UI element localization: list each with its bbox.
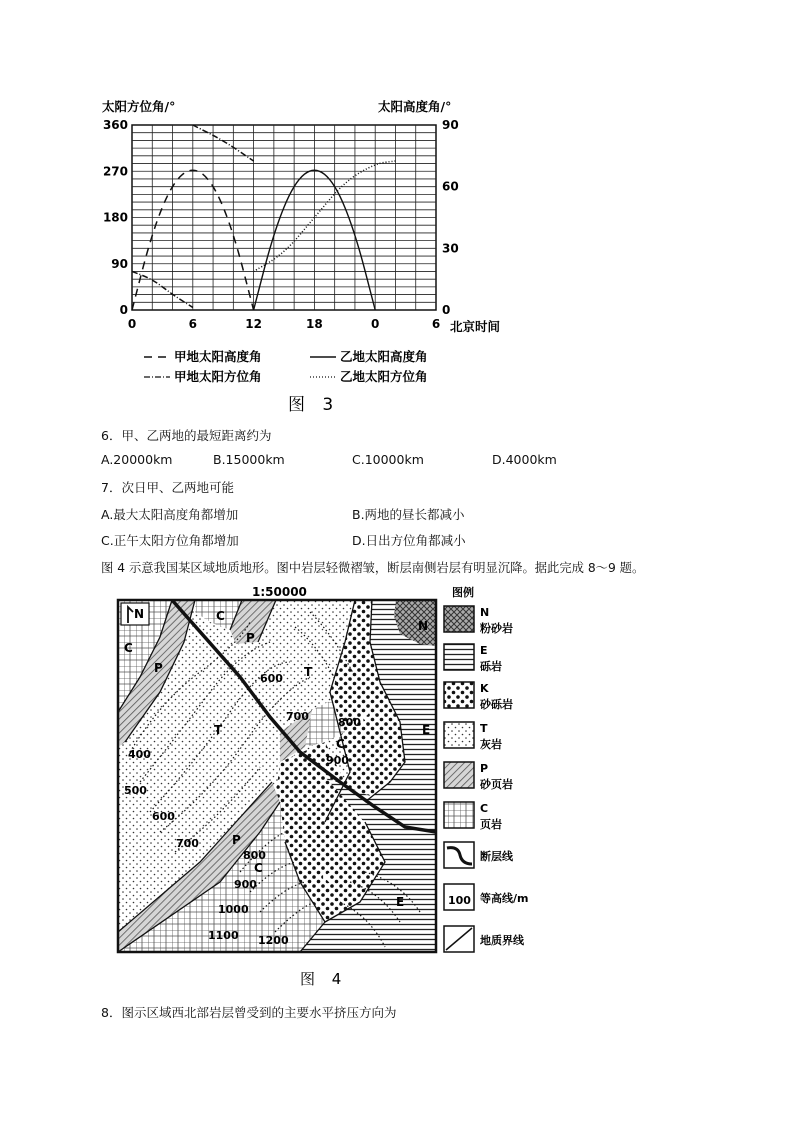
legend-p-name: 砂页岩 (480, 778, 513, 791)
question-6-option-d: D.4000km (492, 452, 557, 467)
legend-p-code: P (480, 762, 489, 775)
map-scale: 1:50000 (252, 585, 307, 599)
map-label: K (322, 871, 332, 885)
legend-t-name: 灰岩 (480, 738, 502, 751)
map-label: T (214, 723, 223, 737)
question-8: 8．图示区域西北部岩层曾受到的主要水平挤压方向为 (101, 1005, 397, 1020)
figure-3-caption: 图 3 (288, 395, 340, 415)
x-tick-label: 0 (127, 317, 137, 331)
left-tick-label: 180 (102, 210, 128, 225)
x-tick-label: 6 (188, 317, 197, 331)
right-tick-label: 0 (442, 303, 451, 317)
map-label: P (154, 661, 163, 675)
x-tick-label: 6 (431, 317, 441, 331)
figure-4-map (100, 582, 550, 992)
contour-label: 600 (260, 672, 283, 685)
figure-3-chart (100, 95, 520, 417)
legend-boundary (444, 926, 525, 952)
legend-c (444, 802, 502, 831)
map-label: K (360, 711, 370, 725)
contour-label: 900 (326, 754, 349, 767)
legend-t-code: T (480, 722, 488, 735)
question-6-option-c: C.10000km (352, 452, 424, 467)
contour-label: 500 (124, 784, 147, 797)
legend-n (444, 606, 513, 635)
contour-label: 900 (234, 878, 257, 891)
left-tick-label: 0 (119, 303, 128, 317)
legend-contour (444, 884, 528, 910)
legend-yi-az-label: 乙地太阳方位角 (340, 369, 428, 384)
legend-fault-name: 断层线 (480, 850, 513, 863)
legend-c-name: 页岩 (480, 818, 502, 831)
legend-yi-alt-label: 乙地太阳高度角 (340, 349, 428, 364)
figure-4-caption: 图 4 (300, 970, 348, 988)
legend-contour-code: 100 (448, 894, 471, 907)
question-6: 6．甲、乙两地的最短距离约为 (101, 428, 272, 443)
legend-jia-az-label: 甲地太阳方位角 (174, 369, 262, 384)
map-label: P (246, 631, 255, 645)
question-7-option-d: D.日出方位角都减小 (352, 533, 466, 548)
legend-e-code: E (480, 644, 488, 657)
map-label: C (124, 641, 133, 655)
legend-p (444, 762, 513, 791)
legend-contour-name: 等高线/m (480, 892, 529, 905)
contour-label: 1200 (258, 934, 289, 947)
legend-k-name: 砂砾岩 (480, 698, 513, 711)
contour-label: 700 (286, 710, 309, 723)
legend-n-name: 粉砂岩 (480, 622, 513, 635)
right-axis-title: 太阳高度角/° (378, 99, 452, 114)
x-tick-label: 18 (306, 317, 323, 331)
map-regions (118, 600, 436, 952)
map-label: T (304, 665, 313, 679)
map-legend (444, 585, 528, 952)
contour-label: 400 (128, 748, 151, 761)
contour-label: 700 (176, 837, 199, 850)
legend-boundary-name: 地质界线 (480, 934, 524, 947)
contour-label: 1100 (208, 929, 239, 942)
legend-e-name: 砾岩 (480, 660, 502, 673)
contour-label: 800 (243, 849, 266, 862)
map-label: C (216, 609, 225, 623)
map-label: N (418, 619, 429, 633)
question-6-option-b: B.15000km (213, 452, 285, 467)
question-7: 7．次日甲、乙两地可能 (101, 480, 234, 495)
left-tick-label: 270 (102, 164, 128, 179)
map-label: C (254, 861, 263, 875)
legend-jia-alt-label: 甲地太阳高度角 (174, 349, 262, 364)
legend-n-code: N (480, 606, 490, 619)
contour-label: 1000 (218, 903, 249, 916)
left-tick-label: 360 (102, 118, 128, 132)
contour-label: 600 (152, 810, 175, 823)
x-tick-label: 0 (371, 317, 380, 331)
right-tick-label: 30 (442, 241, 459, 256)
legend-k (444, 682, 513, 711)
legend-title: 图例 (452, 586, 474, 599)
question-6-option-a: A.20000km (101, 452, 173, 467)
left-axis-title: 太阳方位角/° (102, 99, 176, 114)
north-arrow (121, 603, 149, 625)
legend-k-code: K (480, 682, 489, 695)
question-7-option-b: B.两地的昼长都减小 (352, 507, 465, 522)
figure-4-intro: 图 4 示意我国某区域地质地形。图中岩层轻微褶皱，断层南侧岩层有明显沉降。据此完成 8～9 题。 (101, 561, 645, 575)
left-tick-label: 90 (111, 256, 128, 271)
legend-t (444, 722, 502, 751)
legend-fault (444, 842, 514, 868)
x-axis-title: 北京时间 (450, 319, 501, 334)
right-tick-label: 60 (442, 179, 459, 194)
question-7-option-a: A.最大太阳高度角都增加 (101, 507, 239, 522)
question-7-option-c: C.正午太阳方位角都增加 (101, 533, 239, 548)
map-label: P (232, 833, 241, 847)
map-label: E (422, 723, 431, 737)
contour-label: 800 (338, 716, 361, 729)
legend-e (444, 644, 502, 673)
chart-grid (132, 125, 436, 310)
right-tick-label: 90 (442, 118, 459, 132)
chart-legend (144, 349, 428, 384)
north-arrow-label: N (134, 607, 145, 621)
legend-c-code: C (480, 802, 489, 815)
x-tick-label: 12 (245, 317, 262, 331)
map-label: E (396, 895, 405, 909)
map-label: C (336, 737, 345, 751)
